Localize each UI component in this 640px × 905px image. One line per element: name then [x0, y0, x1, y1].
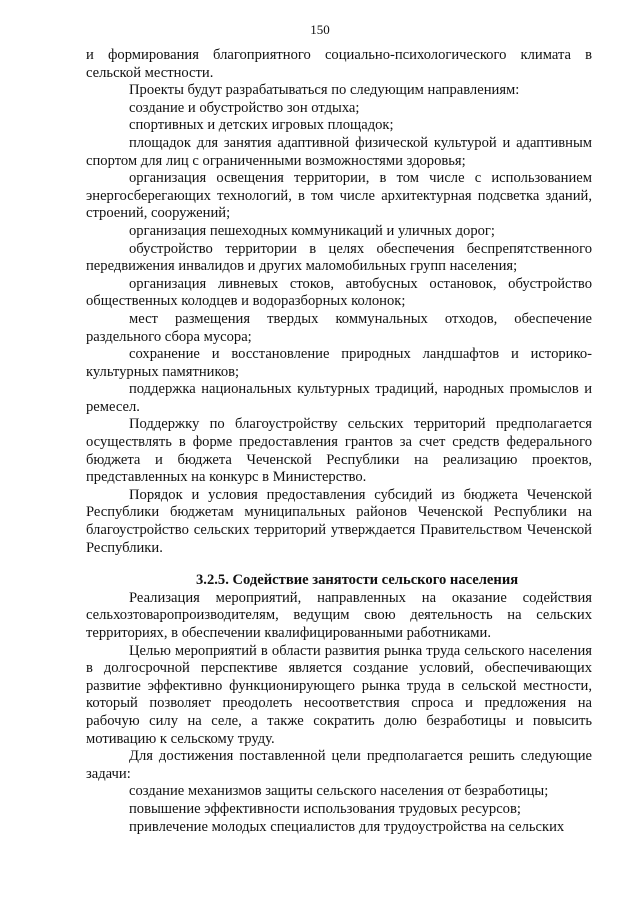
list-item-traditions: поддержка национальных культурных традиций, народных промыслов и ремесел.	[86, 381, 592, 415]
list-item-recreation-zones: создание и обустройство зон отдыха;	[129, 99, 360, 116]
page-number: 150	[310, 22, 330, 37]
list-item-waste: мест размещения твердых коммунальных отходов, обеспечение раздельного сбора мусора;	[86, 310, 592, 345]
list-item-young-specialists: привлечение молодых специалистов для трудоустройства на сельских	[129, 818, 565, 835]
paragraph-continuation: и формирования благоприятного социально-психологического климата в сельской местности.	[86, 47, 592, 81]
section-heading: 3.2.5. Содействие занятости сельского населения	[196, 572, 519, 589]
list-item-playgrounds: спортивных и детских игровых площадок;	[129, 117, 394, 134]
paragraph-grants: Поддержку по благоустройству сельских территорий предполагается осуществлять в форме предоставления грантов за счет средств федерального бюджета и бюджета Чеченской Республики на реализацию проектов, представленных на конкурс в Министерство.	[86, 416, 592, 486]
paragraph-tasks-intro: Для достижения поставленной цели предполагается решить следующие задачи:	[86, 748, 592, 782]
paragraph-subsidies: Порядок и условия предоставления субсидий из бюджета Чеченской Республики бюджетам муниципальных районов Чеченской Республики на благоустройство сельских территорий утверждается Правительством Чеченской Республики.	[86, 486, 592, 556]
list-item-lighting: организация освещения территории, в том числе с использованием энергосберегающих технологий, в том числе архитектурная подсветка зданий, строений, сооружений;	[86, 170, 592, 222]
list-item-accessibility: обустройство территории в целях обеспечения беспрепятственного передвижения инвалидов и других маломобильных групп населения;	[86, 240, 592, 275]
paragraph-measures: Реализация мероприятий, направленных на оказание содействия сельхозтоваропроизводителям, ведущим свою деятельность на сельских территориях, в обеспечении квалифицированными работниками.	[86, 589, 592, 641]
list-item-landscapes: сохранение и восстановление природных ландшафтов и историко-культурных памятников;	[86, 346, 592, 380]
list-item-drainage: организация ливневых стоков, автобусных остановок, обустройство общественных колодцев и водоразборных колонок;	[86, 275, 592, 310]
paragraph-goal: Целью мероприятий в области развития рынка труда сельского населения в долгосрочной перспективе является создание условий, обеспечивающих развитие эффективно функционирующего рынка труда в сельской местности, который позволяет преодолеть несоответствия спроса и предложения на рабочую силу на селе, а также сократить долю безработицы и повысить мотивацию к сельскому труду.	[86, 642, 592, 747]
document-body	[86, 47, 592, 836]
list-item-labor-efficiency: повышение эффективности использования трудовых ресурсов;	[129, 800, 521, 817]
list-item-adaptive-sports: площадок для занятия адаптивной физической культурой и адаптивным спортом для лиц с ограниченными возможностями здоровья;	[86, 134, 592, 169]
paragraph-directions-intro: Проекты будут разрабатываться по следующим направлениям:	[129, 82, 520, 99]
list-item-unemployment-protection: создание механизмов защиты сельского населения от безработицы;	[129, 783, 549, 800]
list-item-pedestrian: организация пешеходных коммуникаций и уличных дорог;	[129, 222, 495, 239]
